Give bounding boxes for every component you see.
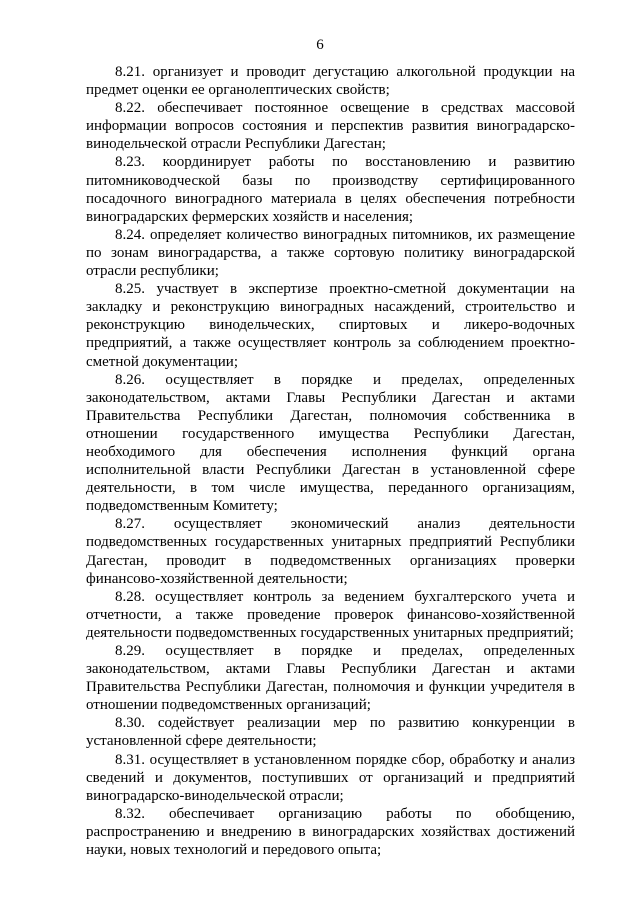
paragraph-8-21: 8.21. организует и проводит дегустацию алкогольной продукции на предмет оценки ее органолептических свойств; bbox=[86, 64, 575, 99]
paragraph-8-28: 8.28. осуществляет контроль за ведением бухгалтерского учета и отчетности, а также проведение проверок финансово-хозяйственной деятельности подведомственных государственных унитарных предприятий; bbox=[86, 588, 575, 641]
paragraph-8-31: 8.31. осуществляет в установленном порядке сбор, обработку и анализ сведений и документов, поступивших от организаций и предприятий виноградарско-винодельческой отрасли; bbox=[86, 751, 575, 804]
paragraph-8-32: 8.32. обеспечивает организацию работы по обобщению, распространению и внедрению в виноградарских хозяйствах достижений науки, новых технологий и передового опыта; bbox=[86, 805, 575, 859]
paragraph-8-24: 8.24. определяет количество виноградных питомников, их размещение по зонам виноградарства, а также сортовую политику виноградарской отрасли республики; bbox=[86, 226, 575, 280]
document-body bbox=[86, 63, 575, 859]
paragraph-8-22: 8.22. обеспечивает постоянное освещение в средствах массовой информации вопросов состояния и перспектив развития виноградарско-винодельческой отрасли Республики Дагестан; bbox=[86, 100, 575, 153]
paragraph-8-27: 8.27. осуществляет экономический анализ деятельности подведомственных государственных унитарных предприятий Республики Дагестан, проводит в подведомственных организациях проверки финансово-хозяйственной деятельности; bbox=[86, 516, 575, 587]
paragraph-8-26: 8.26. осуществляет в порядке и пределах, определенных законодательством, актами Главы Республики Дагестан и актами Правительства Республики Дагестан, полномочия собственника в отношении государственного имущества Республики Дагестан, необходимого для обеспечения исполнения функций органа исполнительной власти Республики Дагестан в установленной сфере деятельности, в том числе имущества, переданного организациям, подведомственным Комитету; bbox=[86, 371, 575, 515]
page-number: 6 bbox=[316, 37, 324, 53]
paragraph-8-23: 8.23. координирует работы по восстановлению и развитию питомниководческой базы по производству сертифицированного посадочного виноградного материала в целях обеспечения потребности виноградарских фермерских хозяйств и населения; bbox=[86, 154, 575, 225]
paragraph-8-25: 8.25. участвует в экспертизе проектно-сметной документации на закладку и реконструкцию виноградных насаждений, строительство и реконструкцию винодельческих, спиртовых и ликеро-водочных предприятий, а также осуществляет контроль за соблюдением проектно-сметной документации; bbox=[86, 281, 575, 370]
paragraph-8-30: 8.30. содействует реализации мер по развитию конкуренции в установленной сфере деятельности; bbox=[86, 715, 575, 750]
paragraph-8-29: 8.29. осуществляет в порядке и пределах, определенных законодательством, актами Главы Республики Дагестан и актами Правительства Республики Дагестан, полномочия и функции учредителя в отношении подведомственных организаций; bbox=[86, 643, 575, 714]
